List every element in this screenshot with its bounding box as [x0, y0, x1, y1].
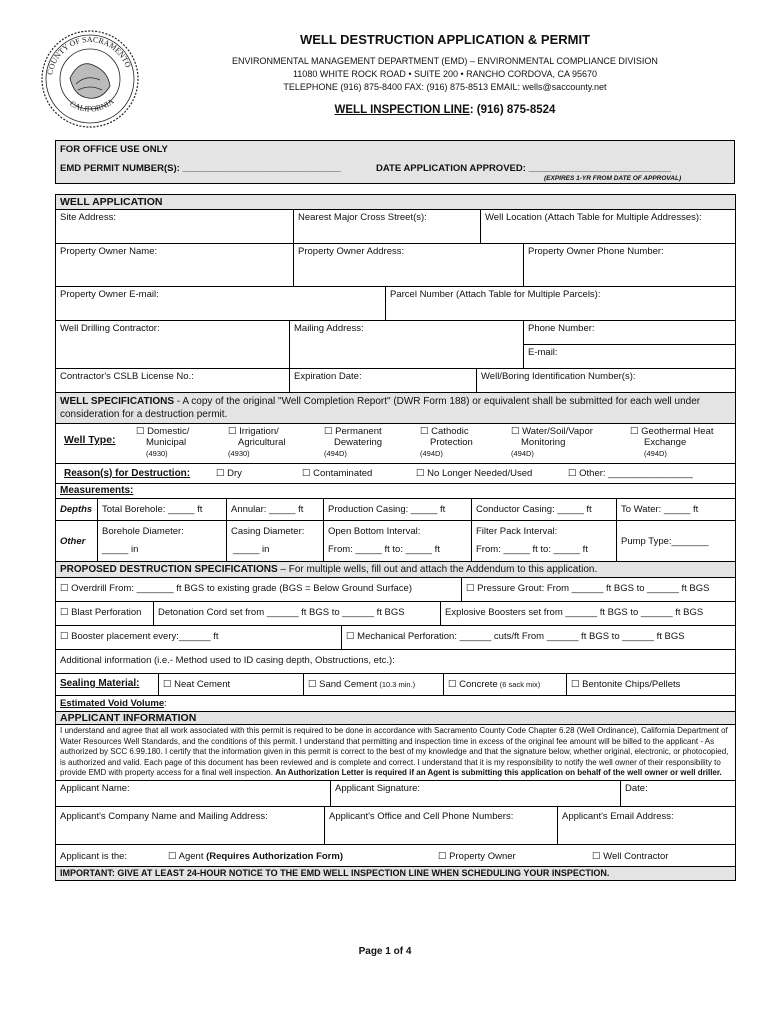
well-specs-heading: WELL SPECIFICATIONS — [60, 396, 175, 407]
applicant-phones-field[interactable]: Applicant's Office and Cell Phone Numbers: — [325, 806, 558, 844]
well-type-dewatering-checkbox[interactable]: ☐ Permanent Dewatering (494D) — [324, 426, 383, 458]
mailing-address-field[interactable]: Mailing Address: — [290, 321, 524, 369]
owner-address-field[interactable]: Property Owner Address: — [294, 244, 524, 287]
measurements-label: Measurements: — [56, 484, 736, 499]
applicant-heading: APPLICANT INFORMATION — [56, 712, 736, 725]
reasons-row — [56, 464, 736, 484]
well-type-row — [56, 424, 736, 464]
well-specs-note: - A copy of the original "Well Completion Report" (DWR Form 188) or equivalent shall be submitted for each well under consideration for a destruction permit. — [60, 396, 701, 420]
well-location-field[interactable]: Well Location (Attach Table for Multiple Addresses): — [481, 210, 736, 244]
well-type-geothermal-checkbox[interactable]: ☐ Geothermal Heat Exchange (494D) — [630, 426, 714, 458]
well-type-monitoring-checkbox[interactable]: ☐ Water/Soil/Vapor Monitoring (494D) — [511, 426, 593, 458]
applicant-statement: I understand and agree that all work associated with this permit is required to be done in accordance with Sacramento County Code Chapter 6.28 (Well Ordinance), California Department of Water Resources Well Standards, and the conditions of this permit. I understand that permitting and inspection time in excess of the original fee amount will be billed to the applicant - As authorized by SCC 6.99.180. I certify that the information given in this permit is correct to the best of my knowledge and that the signature below, whether original, electronic, or photocopied, is authorized and valid. Each page of this document has been reviewed and is complete and correct. I understand that it is my responsibility to notify the well owner of their responsibility to provide EMD with property access for a final well inspection. An Authorization Letter is required if an Agent is submitting this application on behalf of the well owner or well driller. — [56, 725, 736, 781]
contractor-field[interactable]: Well Drilling Contractor: — [56, 321, 290, 369]
explosive-boosters-field[interactable]: Explosive Boosters set from ______ ft BGS to ______ ft BGS — [441, 602, 736, 626]
owner-email-field[interactable]: Property Owner E-mail: — [56, 287, 386, 321]
other-label: Other — [56, 521, 98, 562]
applicant-contractor-checkbox[interactable]: ☐ Well Contractor — [592, 850, 669, 862]
owner-name-field[interactable]: Property Owner Name: — [56, 244, 294, 287]
seal-sand-cement-checkbox[interactable]: ☐ Sand Cement (10.3 min.) — [304, 674, 444, 696]
inspection-phone: : (916) 875-8524 — [469, 104, 556, 116]
detonation-cord-field[interactable]: Detonation Cord set from ______ ft BGS to ______ ft BGS — [154, 602, 441, 626]
seal-concrete-checkbox[interactable]: ☐ Concrete (6 sack mix) — [444, 674, 567, 696]
site-address-field[interactable]: Site Address: — [56, 210, 294, 244]
important-notice: IMPORTANT: GIVE AT LEAST 24-HOUR NOTICE TO THE EMD WELL INSPECTION LINE WHEN SCHEDULING YOUR INSPECTION. — [56, 866, 736, 880]
proposed-heading: PROPOSED DESTRUCTION SPECIFICATIONS — [60, 564, 278, 575]
county-seal-logo — [40, 28, 140, 130]
reasons-label: Reason(s) for Destruction: — [64, 468, 191, 479]
casing-diameter-field[interactable]: Casing Diameter: _____ in — [227, 521, 324, 562]
parcel-number-field[interactable]: Parcel Number (Attach Table for Multiple Parcels): — [386, 287, 736, 321]
applicant-signature-field[interactable]: Applicant Signature: — [331, 780, 621, 806]
filter-pack-field[interactable]: Filter Pack Interval: From: _____ ft to: _____ ft — [472, 521, 617, 562]
applicant-owner-checkbox[interactable]: ☐ Property Owner — [438, 850, 516, 862]
office-use-box — [55, 140, 735, 184]
department-line: ENVIRONMENTAL MANAGEMENT DEPARTMENT (EMD) – ENVIRONMENTAL COMPLIANCE DIVISION — [232, 56, 658, 66]
void-volume-field[interactable]: Estimated Void Volume: — [56, 696, 736, 712]
open-bottom-field[interactable]: Open Bottom Interval: From: _____ ft to: _____ ft — [324, 521, 472, 562]
sealing-material-label-cell — [56, 674, 159, 696]
contractor-email-field[interactable]: E-mail: — [524, 345, 736, 369]
inspection-label: WELL INSPECTION LINE — [334, 104, 470, 116]
applicant-is-row — [56, 844, 736, 866]
date-approved-field[interactable]: DATE APPLICATION APPROVED: ___________________________ — [376, 163, 672, 174]
expires-note: (EXPIRES 1-YR FROM DATE OF APPROVAL) — [544, 175, 682, 182]
conductor-casing-field[interactable]: Conductor Casing: _____ ft — [472, 499, 617, 521]
expiration-date-field[interactable]: Expiration Date: — [290, 369, 477, 393]
applicant-agent-checkbox[interactable]: ☐ Agent (Requires Authorization Form) — [168, 850, 343, 862]
reason-no-longer-needed-checkbox[interactable]: ☐ No Longer Needed/Used — [416, 468, 533, 479]
cslb-license-field[interactable]: Contractor's CSLB License No.: — [56, 369, 290, 393]
applicant-company-field[interactable]: Applicant's Company Name and Mailing Address: — [56, 806, 325, 844]
seal-neat-cement-checkbox[interactable]: ☐ Neat Cement — [159, 674, 304, 696]
emd-permit-number-field[interactable]: EMD PERMIT NUMBER(S): ______________________________ — [60, 163, 341, 174]
office-use-heading: FOR OFFICE USE ONLY — [60, 144, 168, 155]
reason-dry-checkbox[interactable]: ☐ Dry — [216, 468, 242, 479]
page-number: Page 1 of 4 — [358, 946, 412, 957]
proposed-heading-row — [56, 562, 736, 578]
to-water-field[interactable]: To Water: _____ ft — [617, 499, 736, 521]
svg-text:CALIFORNIA — [68, 97, 115, 114]
address-line: 11080 WHITE ROCK ROAD • SUITE 200 • RANCHO CORDOVA, CA 95670 — [292, 69, 598, 79]
cross-street-field[interactable]: Nearest Major Cross Street(s): — [294, 210, 481, 244]
reason-contaminated-checkbox[interactable]: ☐ Contaminated — [302, 468, 373, 479]
booster-placement-checkbox[interactable]: ☐ Booster placement every:______ ft — [56, 626, 342, 650]
depths-label: Depths — [56, 499, 98, 521]
mechanical-perforation-checkbox[interactable]: ☐ Mechanical Perforation: ______ cuts/ft From ______ ft BGS to ______ ft BGS — [342, 626, 736, 650]
well-type-irrigation-checkbox[interactable]: ☐ Irrigation/ Agricultural (4930) — [228, 426, 286, 458]
additional-info-field[interactable]: Additional information (i.e.- Method used to ID casing depth, Obstructions, etc.): — [56, 650, 736, 674]
overdrill-checkbox[interactable]: ☐ Overdrill From: _______ ft BGS to existing grade (BGS = Below Ground Surface) — [56, 578, 462, 602]
well-type-cathodic-checkbox[interactable]: ☐ Cathodic Protection (494D) — [420, 426, 473, 458]
pump-type-field[interactable]: Pump Type:_______ — [617, 521, 736, 562]
production-casing-field[interactable]: Production Casing: _____ ft — [324, 499, 472, 521]
well-type-domestic-checkbox[interactable]: ☐ Domestic/ Municipal (4930) — [136, 426, 190, 458]
total-borehole-field[interactable]: Total Borehole: _____ ft — [98, 499, 227, 521]
applicant-is-label: Applicant is the: — [60, 850, 128, 862]
boring-id-field[interactable]: Well/Boring Identification Number(s): — [477, 369, 736, 393]
main-form — [55, 194, 736, 881]
sealing-material-label: Sealing Material: — [60, 678, 140, 689]
annular-field[interactable]: Annular: _____ ft — [227, 499, 324, 521]
seal-bottom-text: CALIFORNIA — [68, 96, 116, 114]
proposed-note: – For multiple wells, fill out and attach the Addendum to this application. — [277, 564, 598, 575]
pressure-grout-checkbox[interactable]: ☐ Pressure Grout: From ______ ft BGS to ______ ft BGS — [462, 578, 736, 602]
applicant-date-field[interactable]: Date: — [621, 780, 736, 806]
blast-perforation-checkbox[interactable]: ☐ Blast Perforation — [56, 602, 154, 626]
applicant-name-field[interactable]: Applicant Name: — [56, 780, 331, 806]
well-specs-heading-row — [56, 393, 736, 424]
borehole-diameter-field[interactable]: Borehole Diameter: _____ in — [98, 521, 227, 562]
well-type-label: Well Type: — [64, 434, 116, 446]
seal-top-text: COUNTY OF SACRAMENTO — [45, 34, 133, 76]
inspection-line — [150, 104, 740, 116]
contractor-phone-field[interactable]: Phone Number: — [524, 321, 736, 345]
owner-phone-field[interactable]: Property Owner Phone Number: — [524, 244, 736, 287]
form-title: WELL DESTRUCTION APPLICATION & PERMIT — [299, 32, 591, 47]
seal-bentonite-checkbox[interactable]: ☐ Bentonite Chips/Pellets — [567, 674, 736, 696]
applicant-email-field[interactable]: Applicant's Email Address: — [558, 806, 736, 844]
reason-other-checkbox[interactable]: ☐ Other: ________________ — [568, 468, 693, 479]
contact-line: TELEPHONE (916) 875-8400 FAX: (916) 875-8513 EMAIL: wells@saccounty.net — [283, 82, 607, 92]
well-application-heading: WELL APPLICATION — [56, 195, 736, 210]
